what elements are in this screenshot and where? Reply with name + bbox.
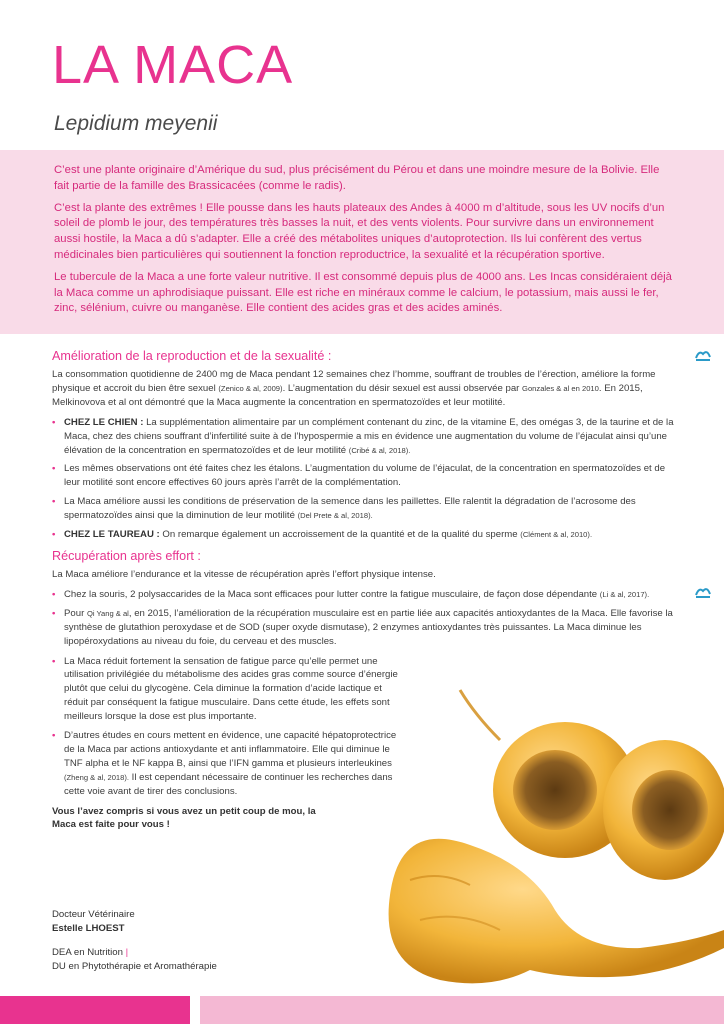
- text: La Maca réduit fortement la sensation de fatigue parce qu’elle permet une utilisation privilégiée du métabolisme des acides gras comme source d’énergie plutôt que celui du glycogène. Cela diminue la formation d’acide lactique et réduit par conséquent la fatigue musculaire. Dans cette étude, les effets sont meilleurs lorsque la dose est plus importante.: [64, 655, 398, 723]
- intro-box: [0, 150, 724, 334]
- degree-1: DEA en Nutrition: [52, 947, 123, 958]
- list-item: [52, 416, 674, 458]
- signature-block: [52, 908, 217, 974]
- text: Pour: [64, 607, 85, 619]
- list-item: [52, 655, 399, 725]
- text: Chez la souris, 2 polysaccarides de la Maca sont efficaces pour lutter contre la fatigue musculaire, de façon dose dépendante: [64, 588, 598, 600]
- text: La supplémentation alimentaire par un complément contenant du zinc, de la vitamine E, des omégas 3, de la taurine et de la Maca, chez des chiens souffrant d’infertilité suite à de l’hypospermie a mis en évidence une augmentation du volume de l’éjaculat ainsi qu’une élévation de la concentration en spermatozoïdes et de leur motilité: [64, 416, 674, 456]
- text: Il est cependant nécessaire de continuer les recherches dans cette voie avant de tirer des conclusions.: [64, 771, 393, 797]
- bullet-icon: •: [52, 496, 56, 508]
- closing-remark: Vous l’avez compris si vous avez un petit coup de mou, la Maca est faite pour vous !: [52, 805, 316, 831]
- article-body: [52, 348, 674, 832]
- author-name: Estelle LHOEST: [52, 923, 125, 934]
- page-subtitle: Lepidium meyenii: [54, 112, 218, 135]
- author-degree-2: DU en Phytothérapie et Aromathérapie: [52, 961, 217, 972]
- bullet-label: CHEZ LE CHIEN :: [64, 416, 144, 428]
- text: . En 2015, Melkinovova et al ont démontré que la Maca augmente la concentration en spermatozoïdes et leur motilité.: [52, 382, 643, 408]
- reference: (Zenico & al, 2009): [218, 383, 283, 393]
- text: D’autres études en cours mettent en évidence, une capacité hépatoprotectrice de la Maca par actions antioxydante et anti inflammatoire. Elle qui diminue le TNF alpha et le NF kappa B, ainsi que l’IFN gamma et plusieurs interleukines: [64, 730, 397, 769]
- list-item: [52, 588, 674, 602]
- section-heading-reproduction: Amélioration de la reproduction et de la sexualité :: [52, 349, 332, 363]
- bullet-icon: •: [52, 607, 56, 619]
- author-degree: [52, 946, 217, 960]
- brand-logo-icon: [694, 348, 712, 362]
- paragraph: [52, 368, 674, 410]
- text: On remarque également un accroissement de la quantité et de la qualité du sperme: [159, 529, 518, 541]
- list-item: [52, 462, 674, 490]
- intro-paragraph-2: C’est la plante des extrêmes ! Elle pousse dans les hauts plateaux des Andes à 4000 m d’altitude, sous les UV nocifs d’un soleil de plomb le jour, des températures très basses la nuit, et des vents violents. Pour survivre dans un environnement aussi hostile, la Maca a dû s’adapter. Elle a créé des métabolites uniques d’autoprotection. Ils lui confèrent des vertus médicinales bien particulières qui soutiennent la fonction reproductrice, la sexualité et la récupération sportive.: [54, 201, 665, 261]
- bullet-icon: •: [52, 463, 56, 475]
- list-item: [52, 528, 674, 542]
- footer-bar-left: [0, 996, 190, 1024]
- reference: (Zheng & al, 2018).: [64, 772, 130, 782]
- bullet-list: [52, 416, 674, 542]
- reference: Qi Yang & al: [86, 608, 129, 618]
- page-title: LA MACA: [52, 35, 294, 95]
- section-heading-recovery: Récupération après effort :: [52, 548, 201, 563]
- author-role: Docteur Vétérinaire: [52, 909, 135, 920]
- bullet-icon: •: [52, 730, 56, 742]
- reference: Gonzales & al en 2010: [522, 383, 599, 393]
- bullet-list: [52, 588, 674, 649]
- bullet-label: CHEZ LE TAUREAU :: [64, 529, 160, 541]
- text: , en 2015, l’amélioration de la récupération musculaire est en partie liée aux capacités antioxydantes de la Maca. Elle favorise la synthèse de glutathion peroxydase et de SOD (super oxyde dismutase), 2 enzymes antioxydantes très puissantes. La Maca diminue les lipopéroxydations au niveau du foie, du cerveau et des muscles.: [64, 607, 673, 647]
- bullet-icon: •: [52, 588, 56, 600]
- reference: (Del Prete & al, 2018).: [297, 511, 373, 521]
- brand-logo-icon: [694, 585, 712, 599]
- bullet-list: [52, 655, 674, 799]
- bullet-icon: •: [52, 529, 56, 541]
- intro-paragraph-1: C’est une plante originaire d’Amérique du sud, plus précisément du Pérou et dans une moindre mesure de la Bolivie. Elle fait partie de la famille des Brassicacées (comme le radis).: [54, 164, 660, 192]
- text: La consommation quotidienne de 2400 mg de Maca pendant 12 semaines chez l’homme, souffrant de troubles de l’érection, améliore la forme physique et accroit du bien être sexuel: [52, 369, 656, 394]
- text: La Maca améliore aussi les conditions de préservation de la semence dans les paillettes. Elle ralentit la dégradation de l’acrosome des spermatozoïdes ainsi que la diminution de leur motilité: [64, 496, 636, 522]
- reference: (Clément & al, 2010).: [520, 530, 593, 540]
- reference: (Cribé & al, 2018).: [348, 445, 411, 455]
- footer-bar-right: [200, 996, 724, 1024]
- bullet-icon: •: [52, 655, 56, 667]
- text: Les mêmes observations ont été faites chez les étalons. L’augmentation du volume de l’éjaculat, de la concentration en spermatozoïdes et de leur motilité sont encore effectives 60 jours après l’arrêt de la complémentation.: [64, 463, 666, 489]
- text: . L’augmentation du désir sexuel est aussi observée par: [282, 382, 520, 394]
- bullet-icon: •: [52, 416, 56, 428]
- list-item: [52, 495, 674, 523]
- intro-paragraph-3: Le tubercule de la Maca a une forte valeur nutritive. Il est consommé depuis plus de 4000 ans. Les Incas considéraient déjà la Maca comme un aphrodisiaque puissant. Elle est riche en minéraux comme le calcium, le potassium, mais aussi le fer, zinc, sélénium, cuivre ou manganèse. Elle contient des acides gras et des acides aminés.: [54, 270, 672, 315]
- list-item: [52, 607, 674, 649]
- reference: (Li & al, 2017).: [599, 589, 650, 599]
- separator: |: [125, 947, 129, 958]
- list-item: [52, 729, 399, 799]
- paragraph: La Maca améliore l’endurance et la vitesse de récupération après l’effort physique intense.: [52, 568, 436, 580]
